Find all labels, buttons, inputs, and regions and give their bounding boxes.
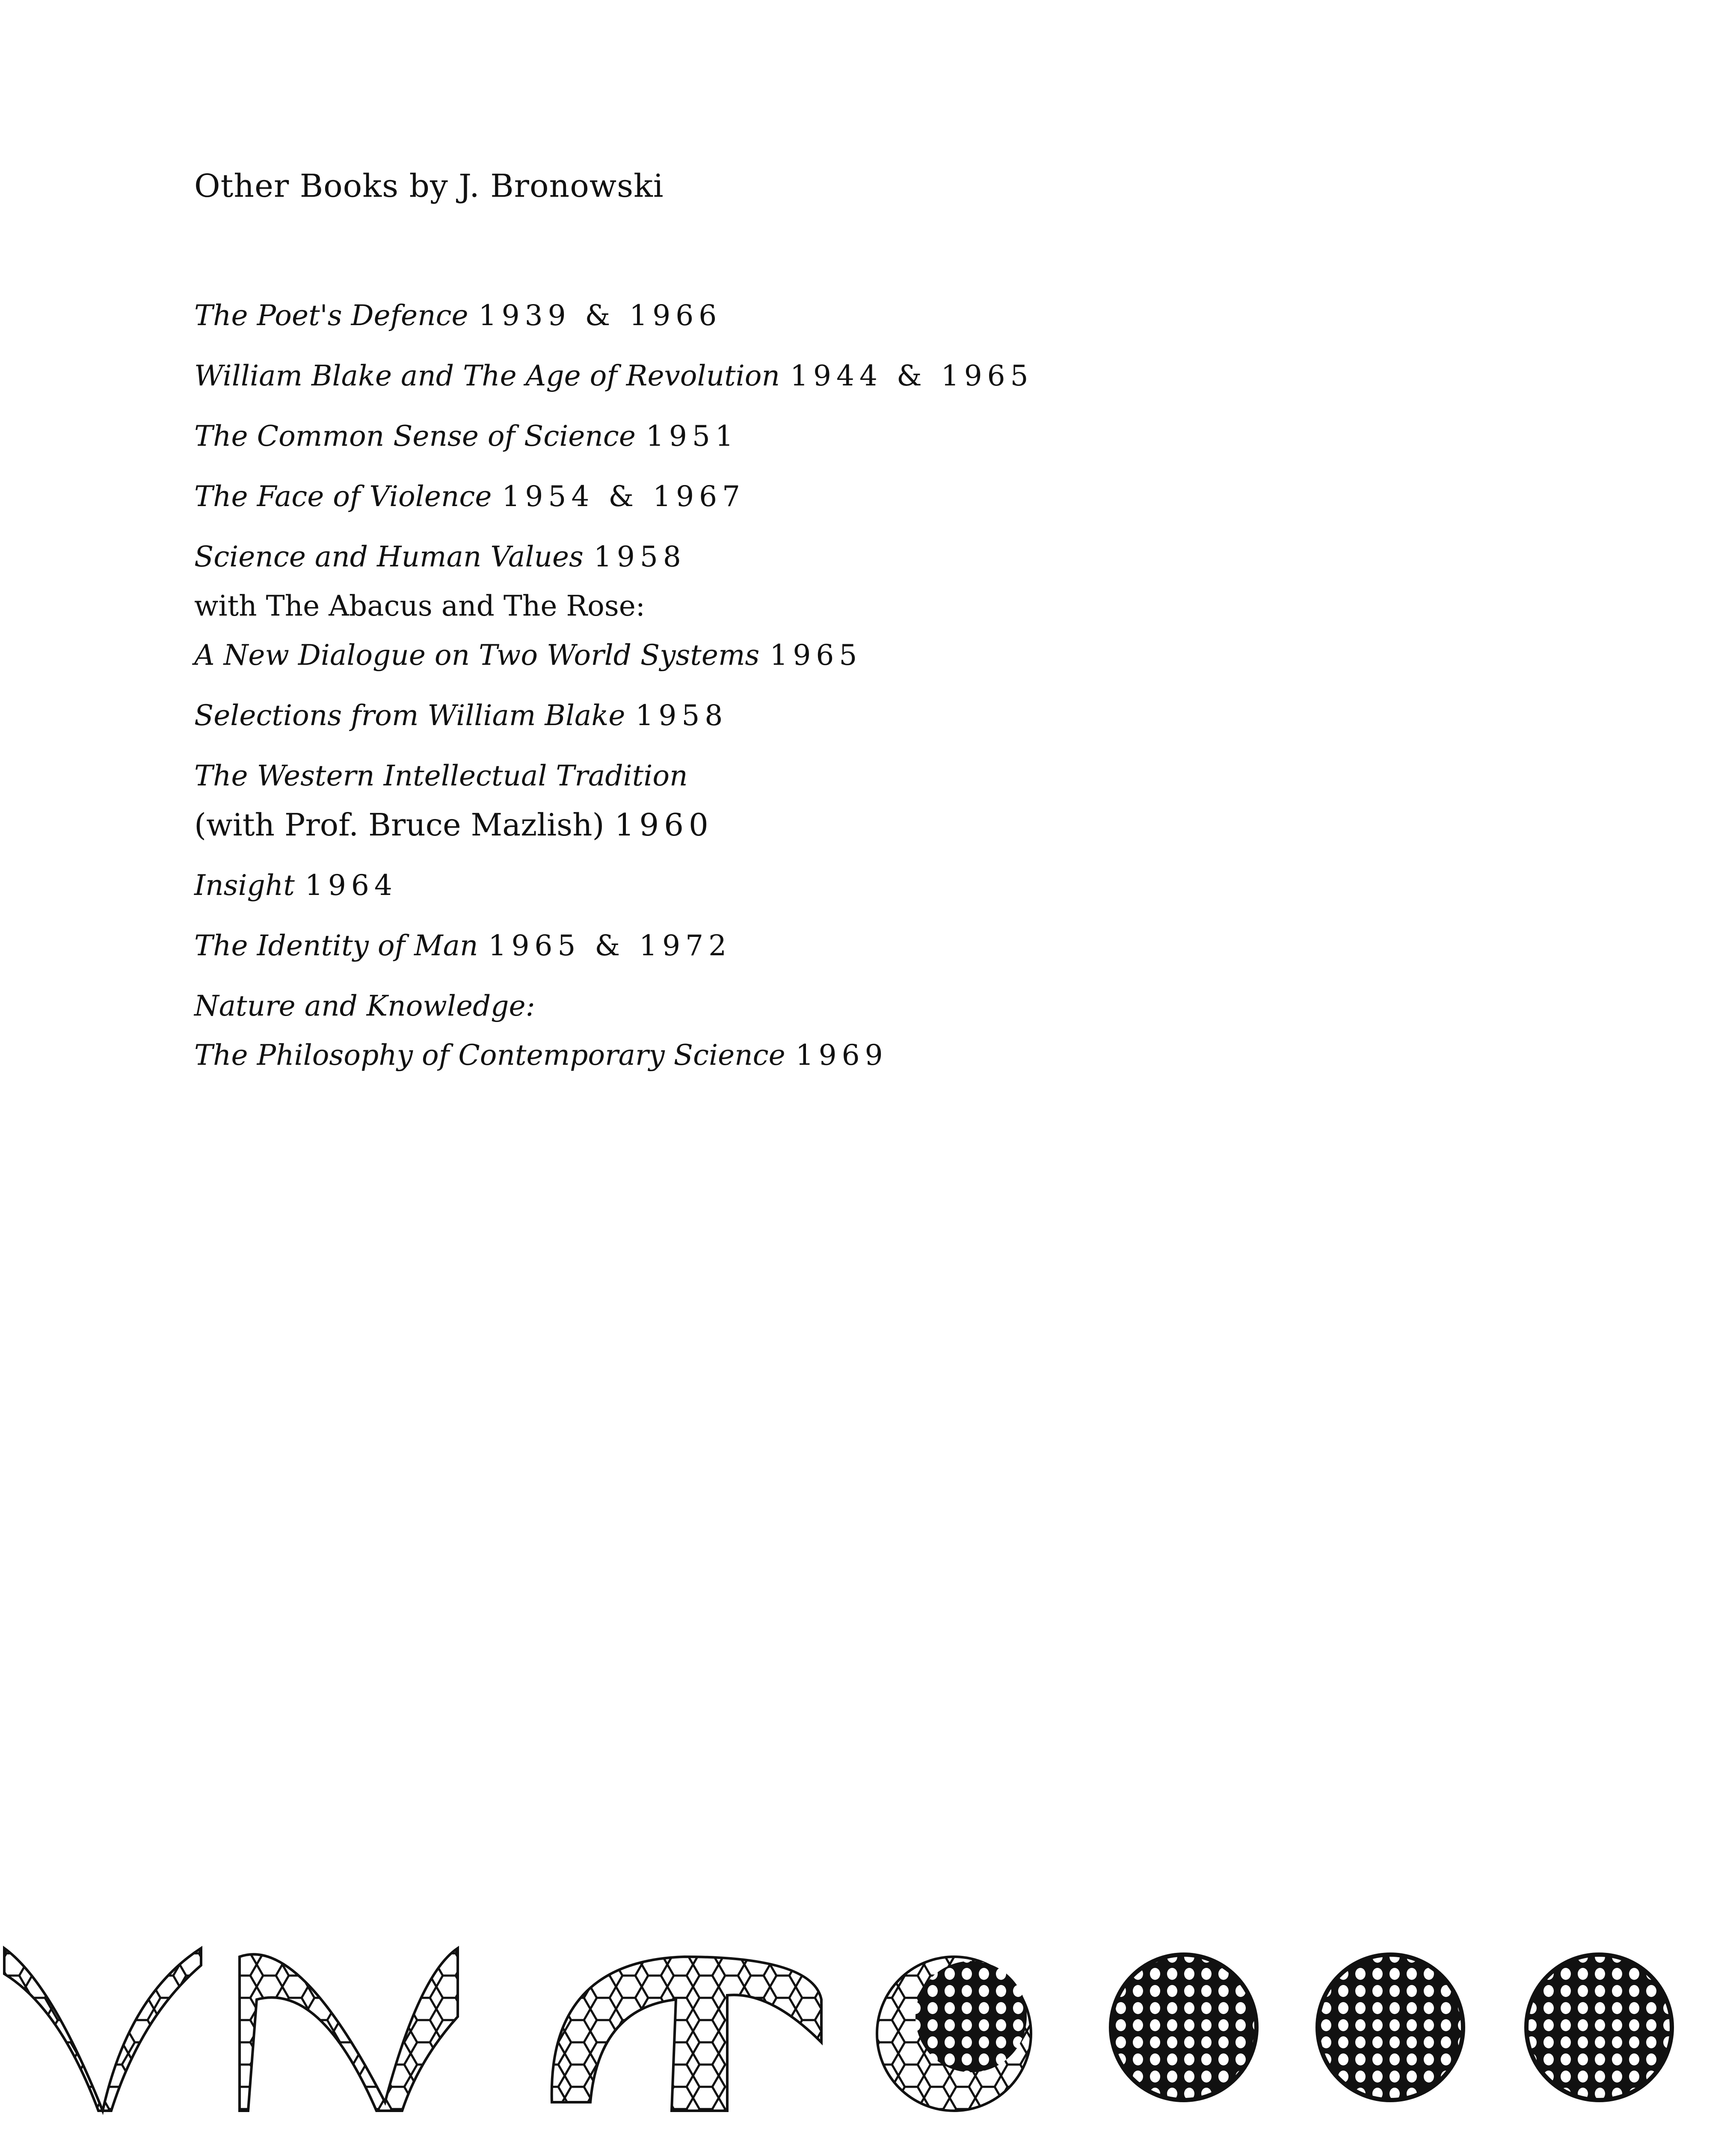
book-title: The Philosophy of Contemporary Science [194,1039,785,1072]
book-year: 1958 [635,699,728,732]
book-title: The Identity of Man [194,929,478,962]
book-year: 1954 & 1967 [502,480,746,513]
mesh-bud-icon [877,1957,1031,2111]
book-title: with The Abacus and The Rose: [194,590,646,622]
cell-mesh-ornament [0,1931,1736,2119]
mesh-fold-icon-1 [4,1948,201,2111]
book-entry [194,691,1736,740]
book-title: The Face of Violence [194,480,492,513]
book-title: The Western Intellectual Tradition [194,759,688,792]
book-title: The Common Sense of Science [194,420,636,453]
book-title: Insight [194,869,295,902]
book-year: 1965 [770,639,862,672]
book-year: 1939 & 1966 [478,299,722,332]
book-entry [194,921,1736,970]
book-title: Science and Human Values [194,540,584,573]
book-entry [194,472,1736,521]
page-heading: Other Books by J. Bronowski [194,168,664,204]
book-year: 1964 [305,869,397,902]
mesh-sphere-icon-2 [1318,1955,1463,2100]
book-entry [194,751,1736,850]
book-entry [194,351,1736,400]
book-year: 1951 [646,420,738,453]
mesh-sphere-icon-3 [1526,1955,1672,2100]
book-title: Selections from William Blake [194,699,625,732]
book-title: (with Prof. Bruce Mazlish) [194,807,604,843]
book-year: 1965 & 1972 [488,929,732,962]
book-entry [194,412,1736,461]
book-entry [194,532,1736,680]
book-year: 1944 & 1965 [790,359,1034,392]
book-year: 1969 [795,1039,888,1072]
book-title: Nature and Knowledge: [194,990,535,1022]
book-entry [194,981,1736,1080]
book-title: A New Dialogue on Two World Systems [194,639,760,672]
book-year: 1958 [593,540,686,573]
mesh-arch-icon [552,1957,821,2111]
mesh-fold-icon-2 [240,1948,458,2111]
book-title: The Poet's Defence [194,299,468,332]
book-entry [194,291,1736,340]
mesh-sphere-icon-1 [1111,1955,1256,2100]
book-title: William Blake and The Age of Revolution [194,359,780,392]
book-list [194,291,1736,1080]
book-year: 1960 [614,807,714,843]
book-entry [194,861,1736,910]
